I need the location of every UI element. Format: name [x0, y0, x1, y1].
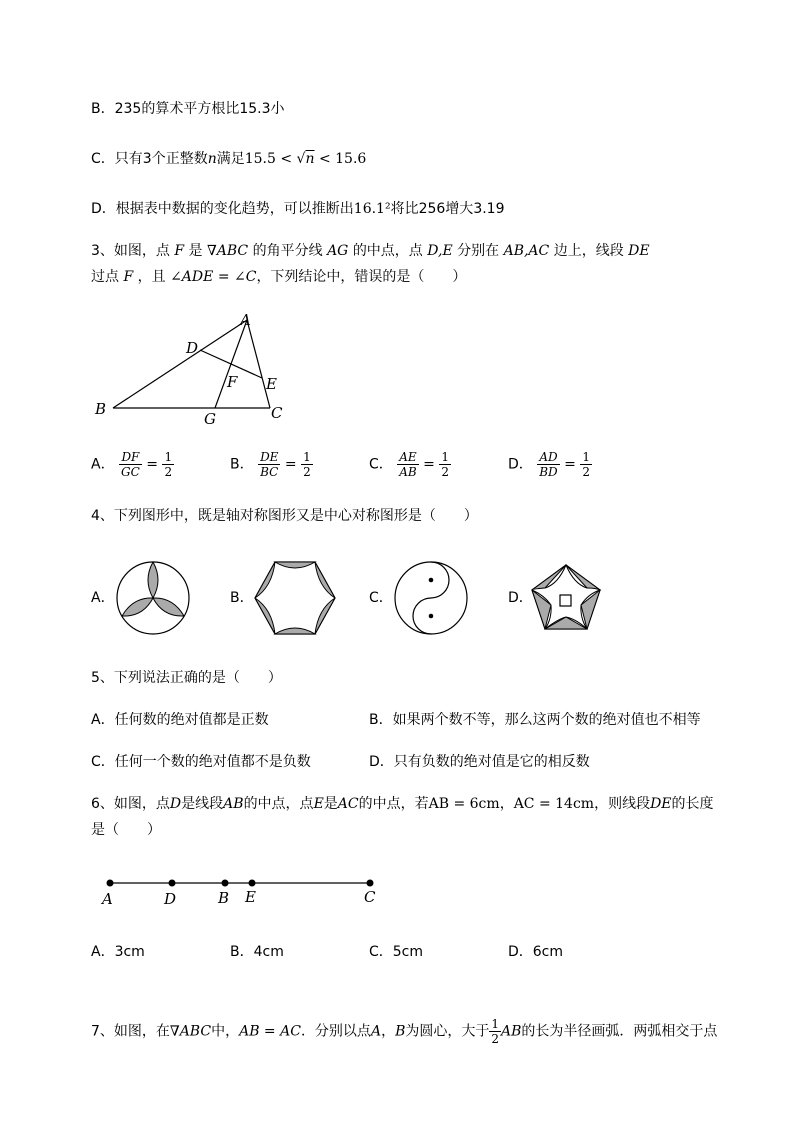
q6-option-c: C．5cm [369, 944, 424, 960]
q2-option-d: D．根据表中数据的变化趋势，可以推断出16.1²将比256增大3.19 [91, 201, 505, 217]
q3-label-b: B [95, 400, 107, 418]
q4-label-c: C． [369, 590, 393, 606]
q4-figure-b-hexagon [254, 560, 336, 636]
q3-option-b: B． $\frac{DE}{BC}$ = $\frac{1}{2}$ [230, 450, 311, 479]
q6-option-a: A．3cm [91, 944, 145, 960]
q3-label-e: E [266, 375, 277, 393]
q4-stem: 4、下列图形中，既是轴对称图形又是中心对称图形是（ ） [91, 508, 478, 524]
q4-figure-a-trefoil [115, 560, 191, 636]
q3-label-c: C [271, 404, 283, 422]
q3-label-d: D [186, 339, 199, 357]
q2-option-b: B．235的算术平方根比15.3小 [91, 101, 285, 117]
q6-label-e: E [245, 888, 256, 906]
q6-stem-line1: 6、如图，点D是线段AB的中点，点E是AC的中点，若AB = 6cm，AC = 14cm，则线段DE的长度 [91, 796, 714, 812]
q2-option-c: C．只有3个正整数n满足15.5 < √n < 15.6 [91, 151, 367, 167]
q3-label-a: A [240, 311, 251, 329]
q6-label-d: D [164, 890, 177, 908]
q6-option-d: D．6cm [508, 944, 564, 960]
q3-label-f: F [227, 373, 238, 391]
q5-option-c: C．任何一个数的绝对值都不是负数 [91, 754, 311, 770]
q3-stem-line1: 3、如图，点 F 是 ∇ABC 的角平分线 AG 的中点，点 D,E 分别在 AB,AC 边上，线段 DE [91, 243, 650, 259]
q4-figure-c-yinyang [393, 560, 469, 636]
q4-label-a: A． [91, 590, 115, 606]
q6-label-a: A [102, 890, 113, 908]
q3-stem-line2: 过点 F ，且 ∠ADE = ∠C，下列结论中，错误的是（ ） [91, 269, 467, 285]
q6-option-b: B．4cm [230, 944, 284, 960]
q3-option-a: A． $\frac{DF}{GC}$ = $\frac{1}{2}$ [91, 450, 173, 479]
q6-label-b: B [218, 889, 230, 907]
q6-label-c: C [364, 888, 376, 906]
q5-option-d: D．只有负数的绝对值是它的相反数 [369, 754, 590, 770]
q3-option-c: C． $\frac{AE}{AB}$ = $\frac{1}{2}$ [369, 450, 449, 479]
q6-stem-line2: 是（ ） [91, 822, 161, 838]
q6-segment-figure [95, 870, 385, 910]
q5-option-b: B．如果两个数不等，那么这两个数的绝对值也不相等 [369, 712, 701, 728]
q3-option-d: D． $\frac{AD}{BD}$ = $\frac{1}{2}$ [508, 450, 590, 479]
q4-label-b: B． [230, 590, 254, 606]
q3-label-g: G [204, 410, 216, 428]
q4-label-d: D． [508, 590, 533, 606]
q5-option-a: A．任何数的绝对值都是正数 [91, 712, 269, 728]
q5-stem: 5、下列说法正确的是（ ） [91, 670, 282, 686]
q7-stem: 7、如图，在∇ABC中，AB = AC．分别以点A，B为圆心，大于 $\frac{1}{2}$ AB的长为半径画弧．两弧相交于点 [91, 1017, 718, 1046]
q4-figure-d-pentagon [530, 563, 602, 631]
q3-triangle-figure [90, 305, 300, 430]
